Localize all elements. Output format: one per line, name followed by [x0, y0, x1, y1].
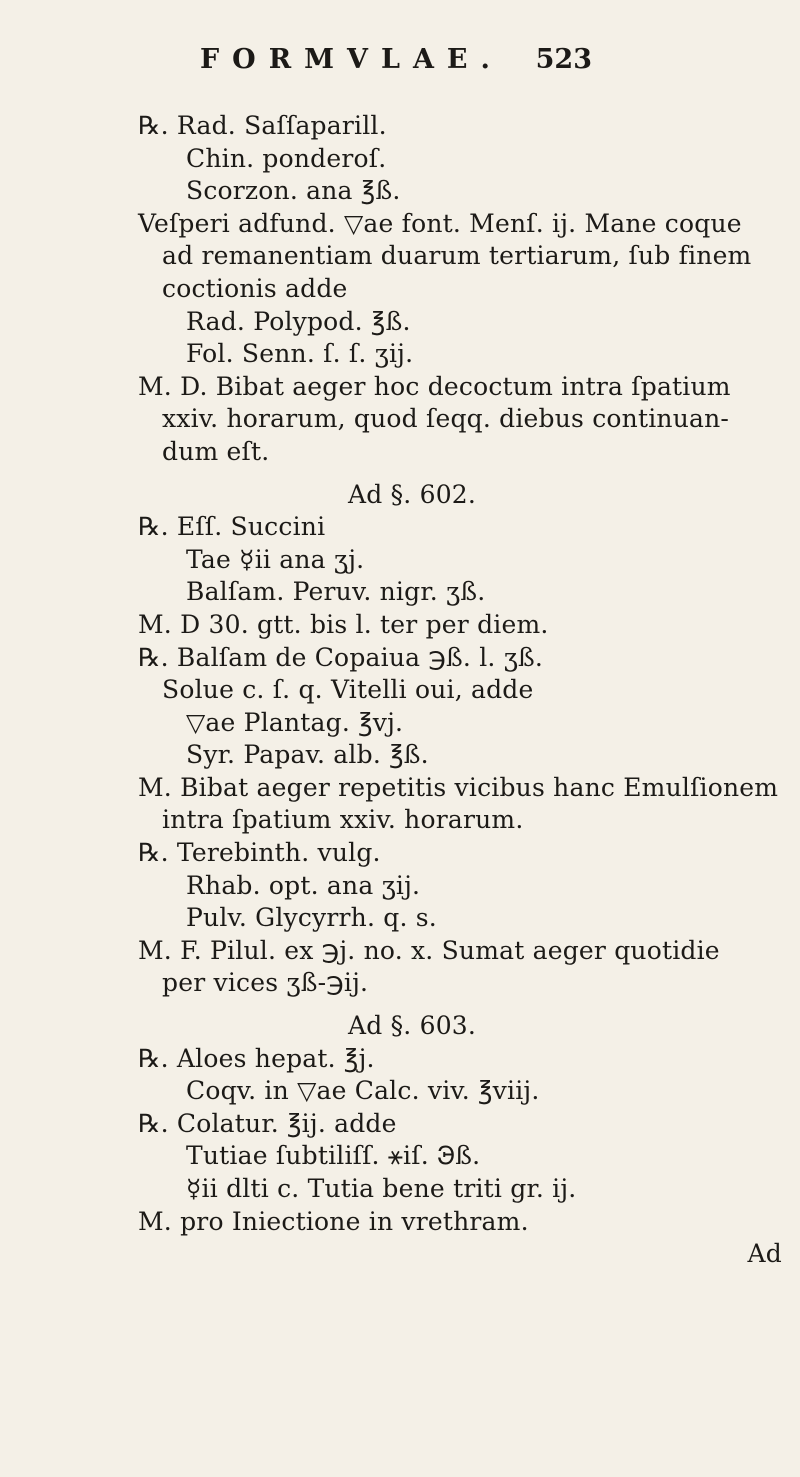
recipe-line: intra ſpatium xxiv. horarum. [162, 805, 524, 835]
recipe-line: dum eſt. [162, 436, 270, 466]
recipe-line: ℞. Eſſ. Succini [138, 512, 326, 542]
recipe-line: Scorzon. ana ℥ß. [186, 176, 401, 206]
page-header [200, 44, 590, 75]
recipe-line: ℞. Terebinth. vulg. [138, 838, 381, 868]
recipe-line: M. F. Pilul. ex ℈j. no. x. Sumat aeger quotidie [138, 935, 720, 965]
section-heading: Ad §. 603. [348, 1011, 477, 1041]
recipe-line: Balſam. Peruv. nigr. ʒß. [186, 577, 486, 607]
page-number: 523 [535, 44, 592, 75]
catchword: Ad [747, 1239, 782, 1269]
recipe-line: Tutiae ſubtiliſſ. ⚹iſ. ℈ß. [186, 1141, 481, 1171]
recipe-line: Rhab. opt. ana ʒij. [186, 870, 421, 900]
recipe-line: ℞. Colatur. ℥ij. adde [138, 1108, 397, 1138]
section-heading: Ad §. 602. [348, 479, 477, 509]
recipe-line: ℞. Aloes hepat. ℥j. [138, 1043, 375, 1073]
recipe-line: Solue c. ſ. q. Vitelli oui, adde [162, 675, 534, 705]
recipe-line: xxiv. horarum, quod ſeqq. diebus continuan- [162, 404, 730, 434]
recipe-line: M. pro Iniectione in vrethram. [138, 1206, 529, 1236]
recipe-line: ☿ii dlti c. Tutia bene triti gr. ij. [186, 1174, 577, 1203]
running-title: FORMVLAE. [200, 44, 503, 75]
recipe-line: Chin. ponderoſ. [186, 143, 387, 173]
recipe-line: coctionis adde [162, 273, 348, 303]
recipe-line: per vices ʒß-℈ij. [162, 968, 369, 998]
recipe-line: Pulv. Glycyrrh. q. s. [186, 903, 437, 933]
page-body [0, 110, 800, 1271]
recipe-line: M. Bibat aeger repetitis vicibus hanc Emulſionem [138, 772, 779, 802]
recipe-line: M. D 30. gtt. bis l. ter per diem. [138, 609, 549, 639]
recipe-line: Fol. Senn. ſ. ſ. ʒij. [186, 339, 414, 369]
recipe-line: ad remanentiam duarum tertiarum, ſub finem [162, 241, 752, 271]
recipe-line: Tae ☿ii ana ʒj. [186, 544, 365, 574]
recipe-line: ℞. Rad. Saſſaparill. [138, 111, 387, 140]
recipe-line: Coqv. in ▽ae Calc. viv. ℥viij. [186, 1076, 540, 1106]
recipe-line: M. D. Bibat aeger hoc decoctum intra ſpatium [138, 371, 731, 401]
recipe-line: Veſperi adfund. ▽ae font. Menſ. ij. Mane coque [138, 208, 742, 238]
recipe-line: ▽ae Plantag. ℥vj. [186, 707, 404, 737]
recipe-line: Rad. Polypod. ℥ß. [186, 306, 411, 336]
recipe-line: Syr. Papav. alb. ℥ß. [186, 740, 429, 770]
catchword-line [0, 1238, 800, 1271]
recipe-line: ℞. Balſam de Copaiua ℈ß. l. ʒß. [138, 642, 544, 672]
